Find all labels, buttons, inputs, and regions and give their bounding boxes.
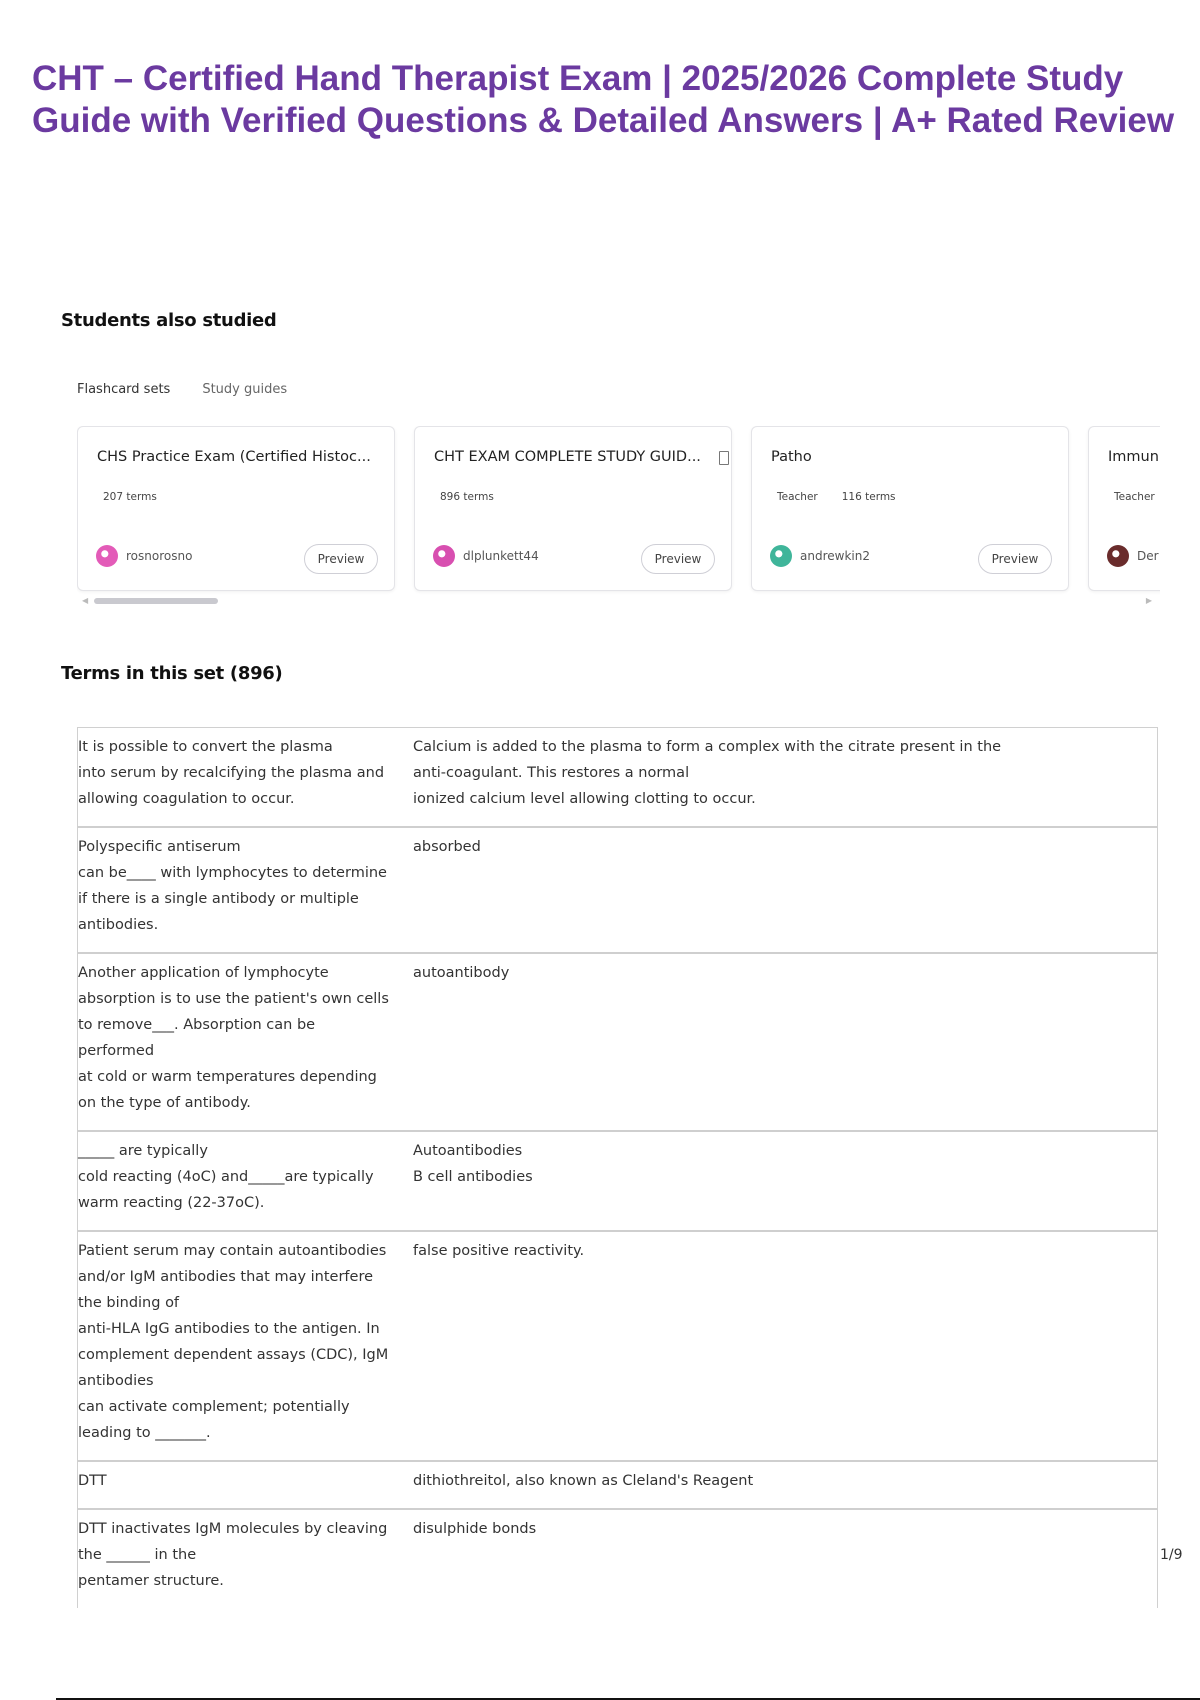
- card-title[interactable]: Immun: [1108, 449, 1159, 465]
- card-terms: 207 terms: [103, 491, 157, 503]
- tab-flashcard-sets[interactable]: Flashcard sets: [77, 382, 171, 397]
- table-row: [78, 1509, 1158, 1608]
- card-terms: 896 terms: [440, 491, 494, 503]
- document-title: [32, 58, 1200, 142]
- definition-cell: disulphide bonds: [413, 1521, 537, 1537]
- card-role: Teacher: [1114, 491, 1155, 503]
- preview-button[interactable]: Preview: [304, 544, 378, 574]
- study-card[interactable]: [414, 426, 732, 591]
- definition-cell: absorbed: [413, 839, 481, 855]
- term-cell: _____ are typically cold reacting (4oC) and_____are typically warm reacting (22-37oC).: [78, 1143, 374, 1211]
- card-username[interactable]: Der: [1137, 549, 1159, 563]
- avatar: [96, 545, 118, 567]
- students-also-studied-heading: Students also studied: [61, 310, 277, 331]
- card-terms: 116 terms: [841, 491, 896, 503]
- card-username[interactable]: dlplunkett44: [463, 549, 539, 563]
- table-row: [78, 1231, 1158, 1461]
- title-line-1: CHT – Certified Hand Therapist Exam | 2025/2026 Complete Study: [32, 59, 1124, 98]
- definition-cell: false positive reactivity.: [413, 1243, 585, 1259]
- title-line-2: Guide with Verified Questions & Detailed Answers | A+ Rated Review: [32, 101, 1175, 140]
- scroll-left-icon[interactable]: ◀: [82, 596, 89, 605]
- carousel-scrollbar[interactable]: [82, 598, 1152, 604]
- avatar: [433, 545, 455, 567]
- preview-button[interactable]: Preview: [641, 544, 715, 574]
- definition-cell: autoantibody: [413, 965, 510, 981]
- card-meta: [440, 491, 494, 503]
- avatar: [770, 545, 792, 567]
- card-title[interactable]: CHT EXAM COMPLETE STUDY GUID...: [434, 449, 701, 465]
- table-row: [78, 1461, 1158, 1509]
- tab-study-guides[interactable]: Study guides: [202, 382, 288, 397]
- term-cell: DTT inactivates IgM molecules by cleaving the ______ in the pentamer structure.: [78, 1521, 388, 1589]
- card-role: Teacher: [777, 491, 818, 503]
- term-cell: Another application of lymphocyte absorption is to use the patient's own cells to remove___. Absorption can be performed at cold or warm temperatures depending on the type of antibody.: [78, 965, 389, 1111]
- table-row: [78, 728, 1158, 828]
- table-row: [78, 827, 1158, 953]
- card-meta: [103, 491, 157, 503]
- definition-cell: Calcium is added to the plasma to form a complex with the citrate present in the anti-coagulant. This restores a normal ionized calcium level allowing clotting to occur.: [413, 739, 1002, 807]
- definition-cell: dithiothreitol, also known as Cleland's Reagent: [413, 1473, 754, 1489]
- definition-cell: Autoantibodies B cell antibodies: [413, 1143, 533, 1185]
- avatar: [1107, 545, 1129, 567]
- study-card[interactable]: [77, 426, 395, 591]
- terms-heading: Terms in this set (896): [61, 663, 283, 684]
- study-card[interactable]: [751, 426, 1069, 591]
- scroll-thumb[interactable]: [94, 598, 218, 604]
- card-title[interactable]: Patho: [771, 449, 812, 465]
- card-title[interactable]: CHS Practice Exam (Certified Histoc...: [97, 449, 371, 465]
- card-username[interactable]: rosnorosno: [126, 549, 193, 563]
- study-tabs: [77, 382, 287, 397]
- preview-button[interactable]: Preview: [978, 544, 1052, 574]
- bookmark-icon[interactable]: [719, 451, 729, 465]
- term-cell: Patient serum may contain autoantibodies and/or IgM antibodies that may interfere the binding of anti-HLA IgG antibodies to the antigen. In complement dependent assays (CDC), IgM antibodies can activate complement; potentially leading to _______.: [78, 1243, 389, 1441]
- terms-table: [77, 727, 1158, 1608]
- card-meta: [1114, 491, 1155, 503]
- term-cell: Polyspecific antiserum can be____ with lymphocytes to determine if there is a single antibody or multiple antibodies.: [78, 839, 387, 933]
- card-username[interactable]: andrewkin2: [800, 549, 870, 563]
- scroll-right-icon[interactable]: ▶: [1145, 596, 1152, 605]
- term-cell: It is possible to convert the plasma into serum by recalcifying the plasma and allowing coagulation to occur.: [78, 739, 385, 807]
- card-meta: [777, 491, 896, 503]
- term-cell: DTT: [78, 1473, 107, 1489]
- page-number: 1/9: [1160, 1547, 1183, 1563]
- study-card[interactable]: [1088, 426, 1160, 591]
- table-row: [78, 953, 1158, 1131]
- card-carousel[interactable]: [77, 426, 1160, 596]
- table-row: [78, 1131, 1158, 1231]
